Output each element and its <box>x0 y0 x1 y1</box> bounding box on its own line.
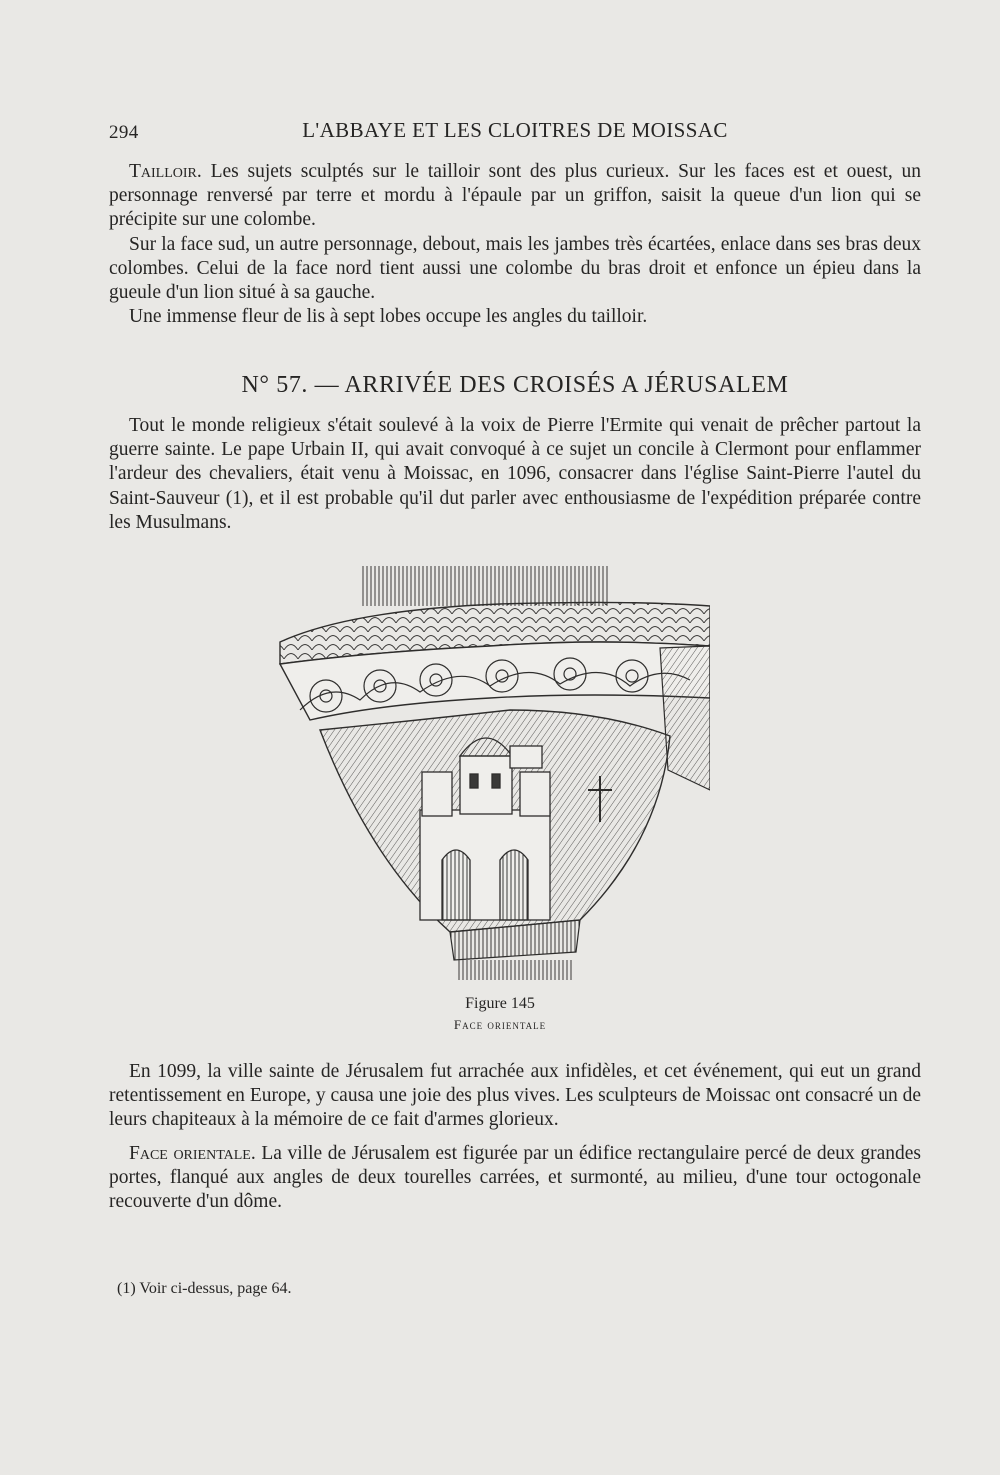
running-header <box>109 118 921 148</box>
face-orientale-label: Face orientale. <box>129 1142 256 1164</box>
tailloir-section <box>109 160 921 329</box>
page-number: 294 <box>109 122 139 143</box>
paragraph: Tailloir. Les sujets sculptés sur le tailloir sont des plus curieux. Sur les faces est et ouest, un personnage renversé par terre et mordu à l'épaule par un griffon, saisit la queue d'un lion qui se précipite sur une colombe. <box>109 161 921 231</box>
capital-engraving <box>270 560 710 988</box>
paragraph: Une immense fleur de lis à sept lobes occupe les angles du tailloir. <box>129 306 648 328</box>
paragraph: Face orientale. La ville de Jérusalem est figurée par un édifice rectangulaire percé de deux grandes portes, flanqué aux angles de deux tourelles carrées, et surmonté, au milieu, d'une tour octogonale recouverte d'un dôme. <box>109 1142 921 1213</box>
figure-subtitle: Face orientale <box>453 1017 547 1032</box>
paragraph: Sur la face sud, un autre personnage, debout, mais les jambes très écartées, enlace dans ses bras deux colombes. Celui de la face nord tient aussi une colombe du bras droit et enfonce un épieu dans la gueule d'un lion situé à sa gauche. <box>109 233 921 304</box>
paragraph: En 1099, la ville sainte de Jérusalem fut arrachée aux infidèles, et cet événement, qui eut un grand retentissement en Europe, y causa une joie des plus vives. Les sculpteurs de Moissac ont consacré un de leurs chapiteaux à la mémoire de ce fait d'armes glorieux. <box>109 1061 921 1131</box>
tailloir-label: Tailloir. <box>129 161 202 182</box>
croises-section <box>109 414 921 535</box>
running-title: L'ABBAYE ET LES CLOITRES DE MOISSAC <box>302 118 728 142</box>
section-heading: N° 57. — ARRIVÉE DES CROISÉS A JÉRUSALEM <box>241 372 789 398</box>
figure-label: Figure 145 <box>465 995 535 1012</box>
footnote: (1) Voir ci-dessus, page 64. <box>117 1280 292 1297</box>
capital-illustration-icon <box>270 560 710 988</box>
paragraph: Tout le monde religieux s'était soulevé à la voix de Pierre l'Ermite qui venait de prêcher partout la guerre sainte. Le pape Urbain II, qui avait convoqué à ce sujet un concile à Clermont pour enflammer l'ardeur des chevaliers, était venu à Moissac, en 1096, consacrer dans l'église Saint-Pierre l'autel du Saint-Sauveur (1), et il est probable qu'il dut parler avec enthousiasme de l'expédition préparée contre les Musulmans. <box>109 415 921 533</box>
jerusalem-section <box>109 1060 921 1214</box>
